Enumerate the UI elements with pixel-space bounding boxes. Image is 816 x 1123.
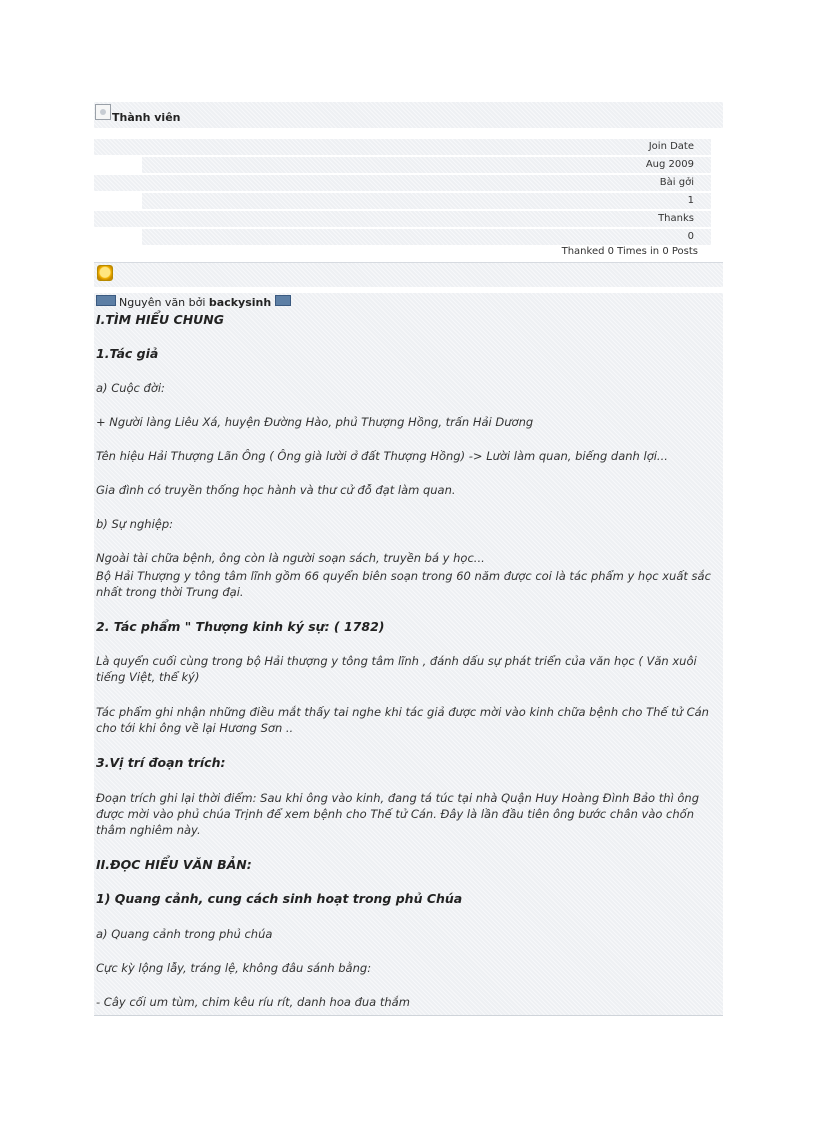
paragraph: a) Cuộc đời: (96, 381, 165, 395)
paragraph: Đoạn trích ghi lại thời điểm: Sau khi ông vào kinh, đang tá túc tại nhà Quận Huy Hoàng Đình Bảo thì ông được mời vào phủ chúa Trịnh để xem bệnh cho Thế tử Cán. Đây là lần đầu tiên ông bước chân vào chốn thâm nghiêm này. (96, 791, 700, 837)
paragraph: + Người làng Liêu Xá, huyện Đường Hào, phủ Thượng Hồng, trấn Hải Dương (96, 415, 534, 429)
thanks-label: Thanks (94, 211, 711, 227)
thanks-value: 0 (142, 229, 711, 245)
quote-prefix: Nguyên văn bởi (119, 296, 206, 309)
heading-scenery: 1) Quang cảnh, cung cách sinh hoạt trong phủ Chúa (96, 891, 463, 906)
paragraph: Bộ Hải Thượng y tông tâm lĩnh gồm 66 quyển biên soạn trong 60 năm được coi là tác phẩm y học xuất sắc nhất trong thời Trung đại. (96, 569, 711, 599)
join-date-value: Aug 2009 (142, 157, 711, 173)
heading-author: 1.Tác giả (96, 346, 159, 361)
thanked-summary: Thanked 0 Times in 0 Posts (561, 246, 698, 257)
paragraph: b) Sự nghiệp: (96, 517, 174, 531)
member-header (94, 102, 723, 128)
heading-excerpt-position: 3.Vị trí đoạn trích: (96, 755, 226, 770)
heading-work: 2. Tác phẩm " Thượng kinh ký sự: ( 1782) (96, 619, 385, 634)
paragraph: Tên hiệu Hải Thượng Lãn Ông ( Ông già lười ở đất Thượng Hồng) -> Lười làm quan, biếng danh lợi... (96, 449, 668, 463)
paragraph: a) Quang cảnh trong phủ chúa (96, 927, 273, 941)
post-content (94, 293, 723, 1015)
post-icon-bar (94, 263, 723, 287)
paragraph: Ngoài tài chữa bệnh, ông còn là người soạn sách, truyền bá y học... (96, 551, 485, 565)
paragraph: Gia đình có truyền thống học hành và thư cử đỗ đạt làm quan. (96, 483, 456, 497)
paragraph: Là quyển cuối cùng trong bộ Hải thượng y tông tâm lĩnh , đánh dấu sự phát triển của văn học ( Văn xuôi tiếng Việt, thể ký) (96, 654, 697, 684)
quote-header (96, 295, 291, 309)
heading-reading: II.ĐỌC HIỂU VĂN BẢN: (96, 857, 252, 872)
join-date-label: Join Date (94, 139, 711, 155)
quote-author[interactable]: backysinh (208, 296, 272, 309)
posts-label: Bài gởi (94, 175, 711, 191)
avatar-placeholder-icon (95, 104, 111, 120)
paragraph: Tác phẩm ghi nhận những điều mắt thấy tai nghe khi tác giả được mời vào kinh chữa bệnh cho Thế tử Cán cho tới khi ông về lại Hương Sơn .. (96, 705, 709, 735)
member-title: Thành viên (112, 111, 181, 124)
paragraph: - Cây cối um tùm, chim kêu ríu rít, danh hoa đua thắm (96, 995, 410, 1009)
smiley-icon (97, 265, 113, 281)
quote-icon (96, 295, 116, 306)
view-post-icon[interactable] (275, 295, 291, 306)
heading-general: I.TÌM HIỂU CHUNG (96, 312, 225, 327)
posts-value: 1 (142, 193, 711, 209)
paragraph: Cực kỳ lộng lẫy, tráng lệ, không đâu sánh bằng: (96, 961, 372, 975)
divider (94, 1015, 723, 1016)
